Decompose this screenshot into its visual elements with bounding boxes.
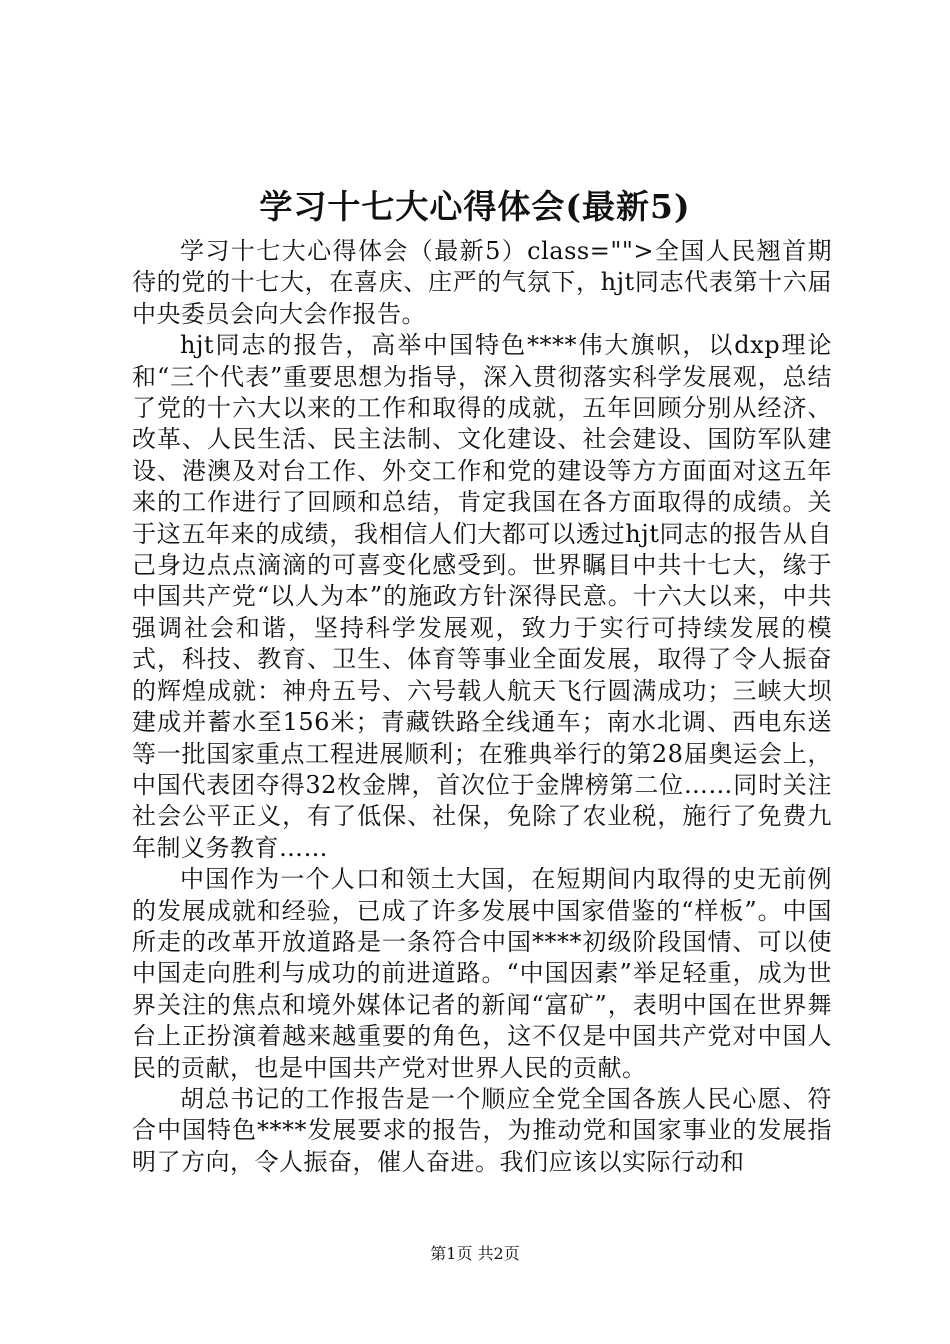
document-title: 学习十七大心得体会(最新5) [259,187,691,226]
paragraph-1: 学习十七大心得体会（最新5）class="">全国人民翘首期待的党的十七大，在喜庆、庄严的气氛下，hjt同志代表第十六届中央委员会向大会作报告。 [132,237,832,328]
document-body [132,236,832,1178]
page-number-footer: 第1页 共2页 [430,1244,520,1263]
paragraph-2: hjt同志的报告，高举中国特色****伟大旗帜，以dxp理论和“三个代表”重要思想为指导，深入贯彻落实科学发展观，总结了党的十六大以来的工作和取得的成就，五年回顾分别从经济、改革、人民生活、民主法制、文化建设、社会建设、国防军队建设、港澳及对台工作、外交工作和党的建设等方方面面对这五年来的工作进行了回顾和总结，肯定我国在各方面取得的成绩。关于这五年来的成绩，我相信人们大都可以透过hjt同志的报告从自己身边点点滴滴的可喜变化感受到。世界瞩目中共十七大，缘于中国共产党“以人为本”的施政方针深得民意。十六大以来，中共强调社会和谐，坚持科学发展观，致力于实行可持续发展的模式，科技、教育、卫生、体育等事业全面发展，取得了令人振奋的辉煌成就：神舟五号、六号载人航天飞行圆满成功；三峡大坝建成并蓄水至156米；青藏铁路全线通车；南水北调、西电东送等一批国家重点工程进展顺利；在雅典举行的第28届奥运会上，中国代表团夺得32枚金牌，首次位于金牌榜第二位……同时关注社会公平正义，有了低保、社保，免除了农业税，施行了免费九年制义务教育…… [132,331,832,862]
paragraph-3: 中国作为一个人口和领土大国，在短期间内取得的史无前例的发展成就和经验，已成了许多发展中国家借鉴的“样板”。中国所走的改革开放道路是一条符合中国****初级阶段国情、可以使中国走向胜利与成功的前进道路。“中国因素”举足轻重，成为世界关注的焦点和境外媒体记者的新闻“富矿”，表明中国在世界舞台上正扮演着越来越重要的角色，这不仅是中国共产党对中国人民的贡献，也是中国共产党对世界人民的贡献。 [132,865,832,1082]
paragraph-4: 胡总书记的工作报告是一个顺应全党全国各族人民心愿、符合中国特色****发展要求的报告，为推动党和国家事业的发展指明了方向，令人振奋，催人奋进。我们应该以实际行动和 [132,1084,832,1176]
